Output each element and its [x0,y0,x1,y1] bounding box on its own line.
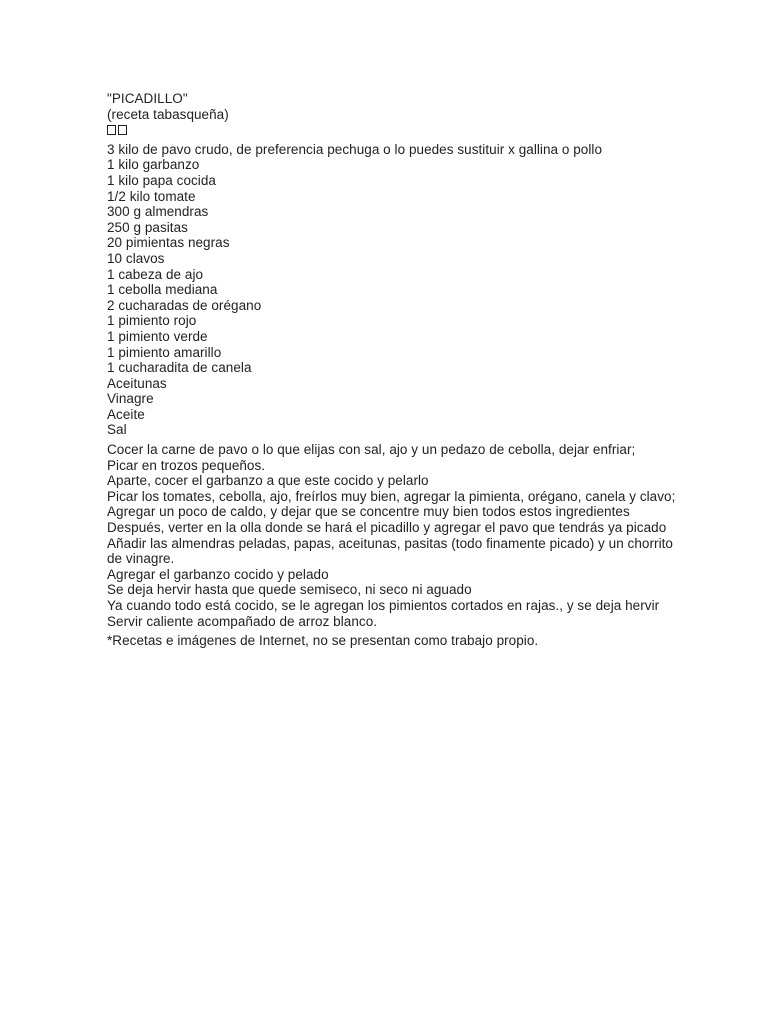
ingredient-item: 250 g pasitas [107,219,188,235]
step-line: Picar los tomates, cebolla, ajo, freírlos muy bien, agregar la pimienta, orégano, canela y clavo; [107,488,676,504]
ingredient-item: 1 pimiento verde [107,328,208,344]
recipe-title: "PICADILLO" [107,91,188,106]
ingredient-item: Sal [107,422,127,438]
ingredient-item: Aceite [107,406,145,422]
missing-glyph-icon [107,125,116,135]
ingredient-list [107,142,707,438]
step-line: Agregar el garbanzo cocido y pelado [107,566,329,582]
step-line: Aparte, cocer el garbanzo a que este cocido y pelarlo [107,473,429,489]
ingredient-item: 2 cucharadas de orégano [107,297,262,313]
ingredient-item: 1/2 kilo tomate [107,188,196,204]
ingredient-item: Aceitunas [107,375,167,391]
step-line: Picar en trozos pequeños. [107,457,266,473]
ingredient-item: 300 g almendras [107,204,209,220]
step-line: de vinagre. [107,551,175,567]
step-line: Servir caliente acompañado de arroz blanco. [107,613,378,629]
ingredient-item: 1 pimiento rojo [107,313,197,329]
step-line: Se deja hervir hasta que quede semiseco, ni seco ni aguado [107,582,472,598]
footnote: *Recetas e imágenes de Internet, no se presentan como trabajo propio. [107,633,539,649]
step-line: Ya cuando todo está cocido, se le agregan los pimientos cortados en rajas., y se deja hervir [107,598,660,613]
ingredient-item: 20 pimientas negras [107,235,230,251]
ingredient-item: 1 kilo garbanzo [107,157,200,173]
ingredient-item: 1 cebolla mediana [107,282,218,298]
ingredient-item: 3 kilo de pavo crudo, de preferencia pechuga o lo puedes sustituir x gallina o pollo [107,141,603,157]
ingredient-item: 1 kilo papa cocida [107,172,216,188]
step-line: Añadir las almendras peladas, papas, aceitunas, pasitas (todo finamente picado) y un chorrito [107,535,673,551]
ingredient-item: 1 cabeza de ajo [107,266,204,282]
recipe-document [107,91,707,649]
preparation-steps [107,442,707,629]
step-line: Agregar un poco de caldo, y dejar que se concentre muy bien todos estos ingredientes [107,504,630,520]
ingredient-item: 1 pimiento amarillo [107,344,222,360]
ingredient-item: 10 clavos [107,250,165,266]
ingredient-item: 1 cucharadita de canela [107,360,252,376]
step-line: Después, verter en la olla donde se hará el picadillo y agregar el pavo que tendrás ya picado [107,520,667,536]
missing-glyph-icon [118,125,127,135]
recipe-subtitle: (receta tabasqueña) [107,106,229,122]
missing-glyph-row [107,122,707,138]
step-line: Cocer la carne de pavo o lo que elijas con sal, ajo y un pedazo de cebolla, dejar enfriar; [107,442,636,458]
ingredient-item: Vinagre [107,391,154,407]
